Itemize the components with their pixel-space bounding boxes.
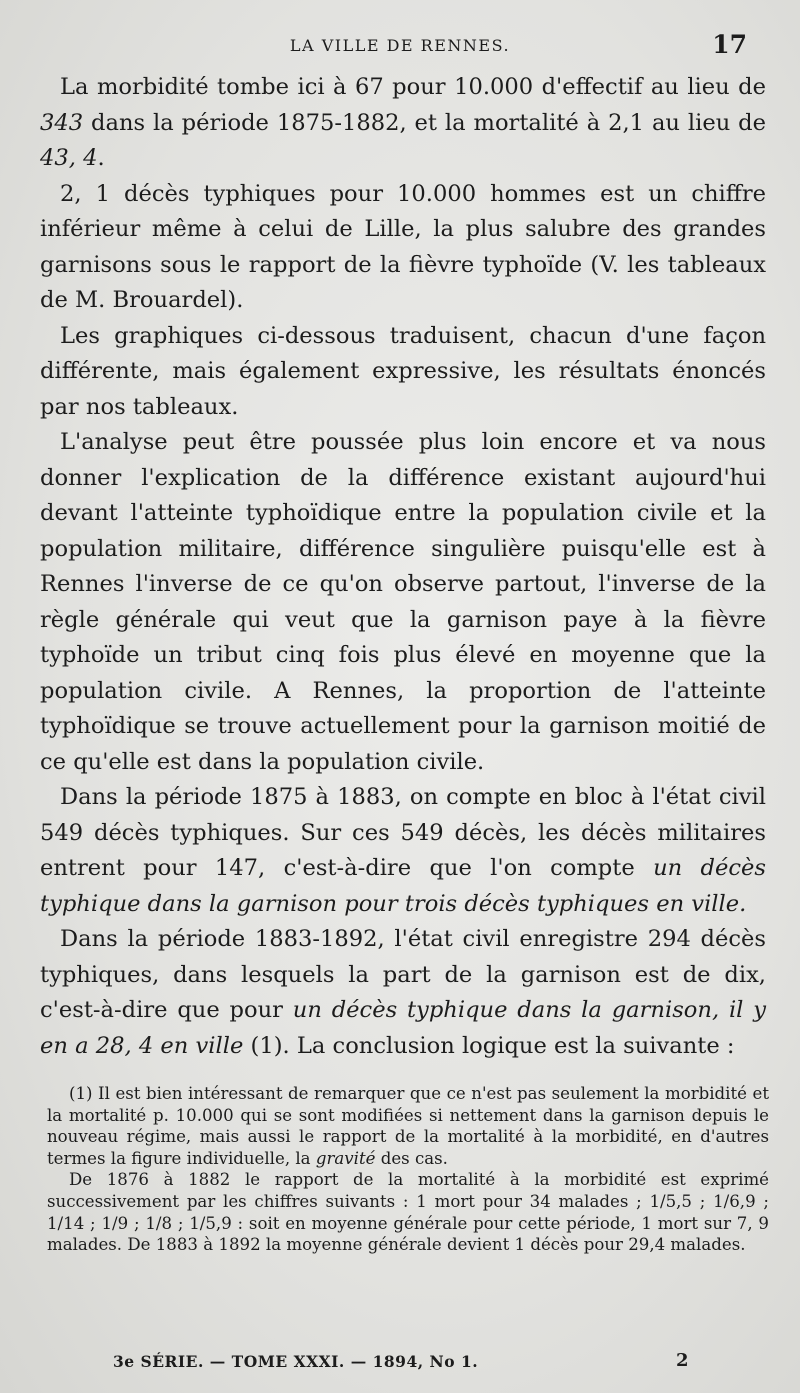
running-header [0,30,800,60]
footnote: (1) Il est bien intéressant de remarquer que ce n'est pas seulement la morbidité et la mortalité p. 10.000 qui se sont modifiées si nettement dans la garnison depuis le nouveau régime, mais aussi le rapport de la mortalité à la morbidité, en d'autres termes la figure individuelle, la gravité des cas. [47,1084,769,1168]
page-footer [0,1350,800,1374]
italic-emphasis: un décès typhique dans la garnison, il y en a 28, 4 en ville [40,997,766,1059]
italic-emphasis: gravité [315,1148,376,1168]
italic-emphasis: un décès typhique dans la garnison pour trois décès typhiques en ville. [40,855,766,917]
sheet-number: 2 [676,1350,689,1371]
running-title: LA VILLE DE RENNES. [289,36,511,55]
paragraph: La morbidité tombe ici à 67 pour 10.000 d'effectif au lieu de 343 dans la période 1875-1882, et la mortalité à 2,1 au lieu de 43, 4. [40,74,766,171]
paragraph: Dans la période 1883-1892, l'état civil enregistre 294 décès typhiques, dans lesquels la part de la garnison est de dix, c'est-à-dire que pour un décès typhique dans la garnison, il y en a 28, 4 en ville (1). La conclusion logique est la suivante : [40,926,766,1059]
signature-line: 3e SÉRIE. — TOME XXXI. — 1894, No 1. [113,1352,479,1371]
paragraph: Dans la période 1875 à 1883, on compte en bloc à l'état civil 549 décès typhiques. Sur ces 549 décès, les décès militaires entrent pour 147, c'est-à-dire que l'on compte un décès typhique dans la garnison pour trois décès typhiques en ville. [40,784,766,917]
footnotes [47,1083,769,1256]
italic-emphasis: 43, 4 [40,145,98,171]
paragraph: 2, 1 décès typhiques pour 10.000 hommes est un chiffre inférieur même à celui de Lille, la plus salubre des grandes garnisons sous le rapport de la fièvre typhoïde (V. les tableaux de M. Brouardel). [40,180,766,313]
page-number: 17 [712,30,747,59]
paragraph: Les graphiques ci-dessous traduisent, chacun d'une façon différente, mais également expressive, les résultats énoncés par nos tableaux. [40,322,766,420]
paragraph: L'analyse peut être poussée plus loin encore et va nous donner l'explication de la différence existant aujourd'hui devant l'atteinte typhoïdique entre la population civile et la population militaire, différence singulière puisqu'elle est à Rennes l'inverse de ce qu'on observe partout, l'inverse de la règle générale qui veut que la garnison paye à la fièvre typhoïde un tribut cinq fois plus élevé en moyenne que la population civile. A Rennes, la proportion de l'atteinte typhoïdique se trouve actuellement pour la garnison moitié de ce qu'elle est dans la population civile. [40,429,766,775]
italic-emphasis: 343 [40,109,84,136]
body-text [40,70,766,1064]
footnote-continuation: De 1876 à 1882 le rapport de la mortalité à la morbidité est exprimé successivement par les chiffres suivants : 1 mort pour 34 malades ; 1/5,5 ; 1/6,9 ; 1/14 ; 1/9 ; 1/8 ; 1/5,9 : soit en moyenne générale pour cette période, 1 mort sur 7, 9 malades. De 1883 à 1892 la moyenne générale devient 1 décès pour 29,4 malades. [47,1170,769,1255]
